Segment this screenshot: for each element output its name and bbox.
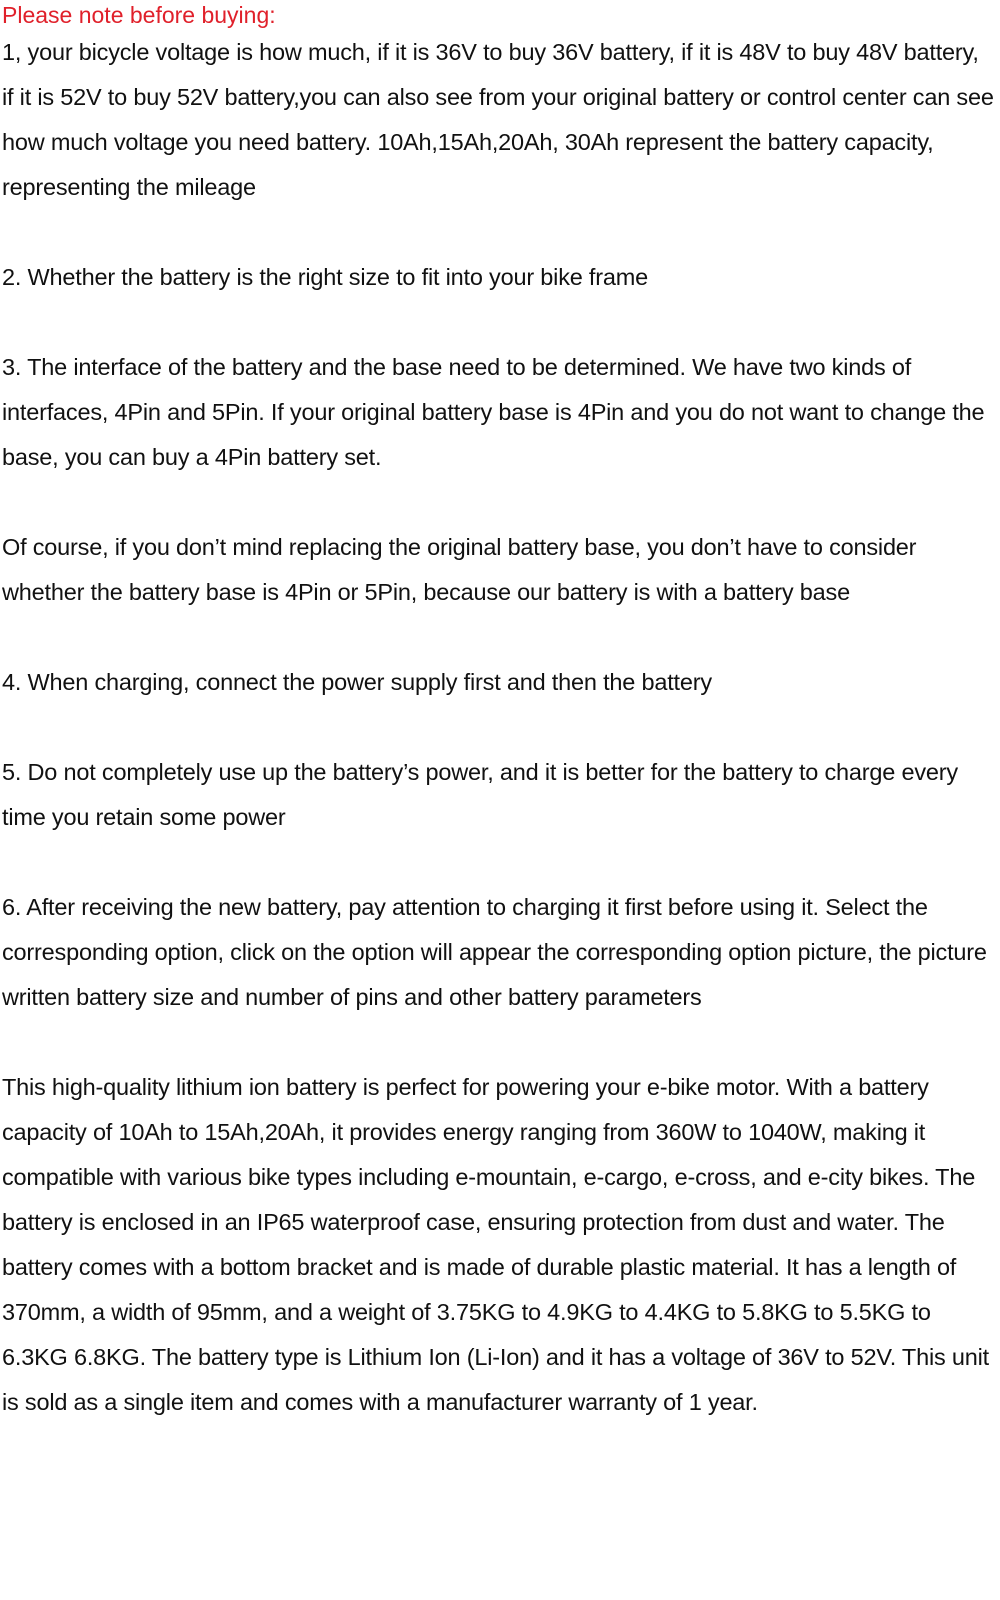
note-frame-size: 2. Whether the battery is the right size to fit into your bike frame	[2, 264, 649, 290]
paragraph-gap	[2, 840, 996, 885]
paragraph-gap	[2, 615, 996, 660]
note-first-charge: 6. After receiving the new battery, pay attention to charging it first before using it. Select the corresponding option, click on the option will appear the corresponding option picture, the picture written battery size and number of pins and other battery parameters	[2, 894, 987, 1010]
paragraph-gap	[2, 480, 996, 525]
note-interface: 3. The interface of the battery and the base need to be determined. We have two kinds of interfaces, 4Pin and 5Pin. If your original battery base is 4Pin and you do not want to change the base, you can buy a 4Pin battery set.	[2, 354, 985, 470]
paragraph-gap	[2, 705, 996, 750]
note-battery-care: 5. Do not completely use up the battery’s power, and it is better for the battery to charge every time you retain some power	[2, 759, 958, 830]
note-voltage: 1, your bicycle voltage is how much, if it is 36V to buy 36V battery, if it is 48V to buy 48V battery, if it is 52V to buy 52V battery,you can also see from your original battery or control center can see how much voltage you need battery. 10Ah,15Ah,20Ah, 30Ah represent the battery capacity, representing the mileage	[2, 39, 994, 200]
note-charging-order: 4. When charging, connect the power supply first and then the battery	[2, 669, 712, 695]
notice-title: Please note before buying:	[2, 2, 276, 28]
paragraph-gap	[2, 210, 996, 255]
paragraph-gap	[2, 1020, 996, 1065]
note-base-replacement: Of course, if you don’t mind replacing the original battery base, you don’t have to consider whether the battery base is 4Pin or 5Pin, because our battery is with a battery base	[2, 534, 917, 605]
product-description: This high-quality lithium ion battery is perfect for powering your e-bike motor. With a battery capacity of 10Ah to 15Ah,20Ah, it provides energy ranging from 360W to 1040W, making it compatible with various bike types including e-mountain, e-cargo, e-cross, and e-city bikes. The battery is enclosed in an IP65 waterproof case, ensuring protection from dust and water. The battery comes with a bottom bracket and is made of durable plastic material. It has a length of 370mm, a width of 95mm, and a weight of 3.75KG to 4.9KG to 4.4KG to 5.8KG to 5.5KG to 6.3KG 6.8KG. The battery type is Lithium Ion (Li-Ion) and it has a voltage of 36V to 52V. This unit is sold as a single item and comes with a manufacturer warranty of 1 year.	[2, 1074, 989, 1415]
paragraph-gap	[2, 300, 996, 345]
